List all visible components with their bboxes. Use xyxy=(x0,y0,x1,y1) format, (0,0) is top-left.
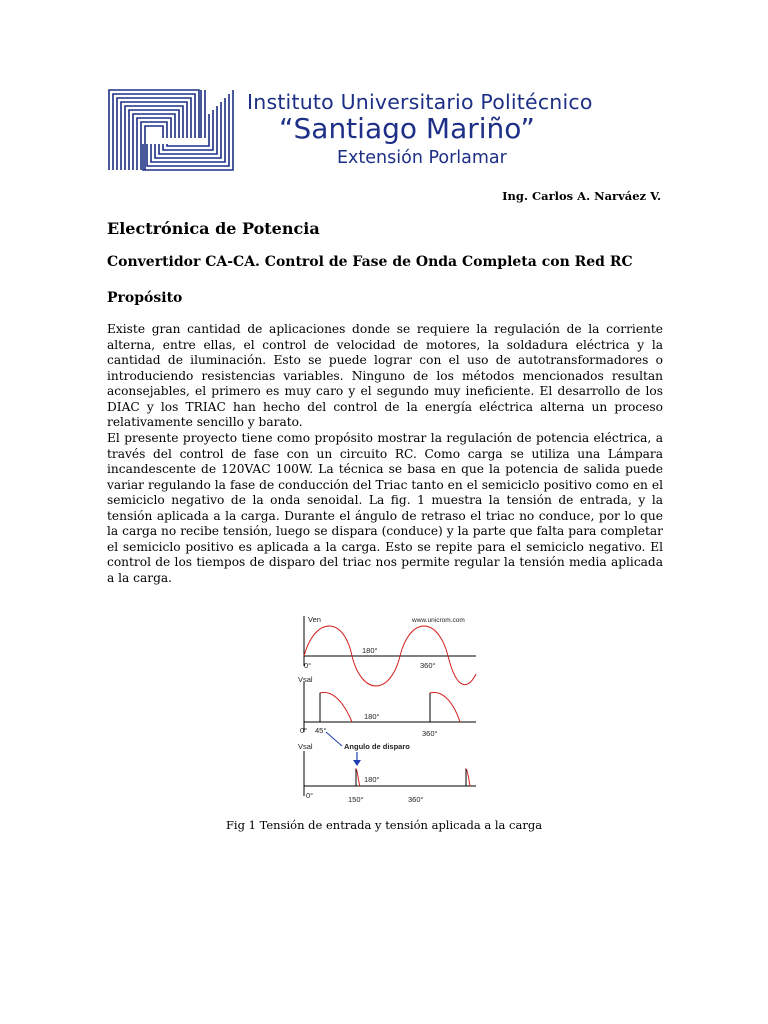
section-heading: Propósito xyxy=(107,290,183,306)
label-150deg-3: 150° xyxy=(348,795,364,804)
institution-header xyxy=(107,88,637,172)
document-title: Electrónica de Potencia xyxy=(107,219,320,238)
label-0deg-3: 0° xyxy=(306,791,314,800)
institution-logo xyxy=(107,88,235,172)
waveform-figure xyxy=(280,606,500,812)
label-watermark: www.unicrom.com xyxy=(412,617,465,624)
load-wave-150-b xyxy=(466,769,470,786)
label-360deg-1: 360° xyxy=(420,661,436,670)
author-name: Ing. Carlos A. Narváez V. xyxy=(502,189,661,203)
figure-caption: Fig 1 Tensión de entrada y tensión aplicada a la carga xyxy=(225,818,543,832)
label-45deg-2: 45° xyxy=(315,726,327,735)
document-subtitle: Convertidor CA-CA. Control de Fase de Onda Completa con Red RC xyxy=(107,254,633,270)
label-180deg-2: 180° xyxy=(364,712,380,721)
label-0deg-2: 0° xyxy=(300,726,308,735)
label-180deg-3: 180° xyxy=(364,775,380,784)
institution-subname: “Santiago Mariño” xyxy=(279,112,535,145)
load-wave-45-b xyxy=(430,692,460,722)
label-angulo-disparo: Angulo de disparo xyxy=(344,742,410,751)
label-vsal-2: Vsal xyxy=(298,675,313,684)
label-vsal-3: Vsal xyxy=(298,742,313,751)
institution-name: Instituto Universitario Politécnico xyxy=(247,90,593,114)
load-wave-45 xyxy=(320,692,352,722)
label-0deg-1: 0° xyxy=(304,661,312,670)
arrowhead-icon xyxy=(353,760,361,766)
institution-campus: Extensión Porlamar xyxy=(337,148,507,168)
paragraph-1: Existe gran cantidad de aplicaciones donde se requiere la regulación de la corriente alterna, entre ellas, el control de velocidad de motores, la soldadura eléctrica y la cantidad de iluminación. Esto se puede lograr con el uso de autotransformadores o introduciendo resistencias variables. Ninguno de los métodos mencionados resultan aconsejables, el primero es muy caro y el segundo muy ineficiente. El desarrollo de los DIAC y los TRIAC han hecho del control de la energía eléctrica alterna un proceso relativamente sencillo y barato. xyxy=(107,322,663,430)
load-wave-150 xyxy=(356,769,360,786)
angle-arrow-left xyxy=(326,732,342,746)
paragraph-2: El presente proyecto tiene como propósito mostrar la regulación de potencia eléctrica, a través del control de fase con un circuito RC. Como carga se utiliza una Lámpara incandescente de 120VAC 100W. La técnica se basa en que la potencia de salida puede variar regulando la fase de conducción del Triac tanto en el semiciclo positivo como en el semiciclo negativo de la onda senoidal. La fig. 1 muestra la tensión de entrada, y la tensión aplicada a la carga. Durante el ángulo de retraso el triac no conduce, por lo que la carga no recibe tensión, luego se dispara (conduce) y la parte que falta para completar el semiciclo positivo es aplicada a la carga. Esto se repite para el semiciclo negativo. El control de los tiempos de disparo del triac nos permite regular la tensión media aplicada a la carga. xyxy=(107,431,663,585)
label-360deg-2: 360° xyxy=(422,729,438,738)
label-360deg-3: 360° xyxy=(408,795,424,804)
label-180deg-1: 180° xyxy=(362,646,378,655)
label-ven: Ven xyxy=(308,615,321,624)
